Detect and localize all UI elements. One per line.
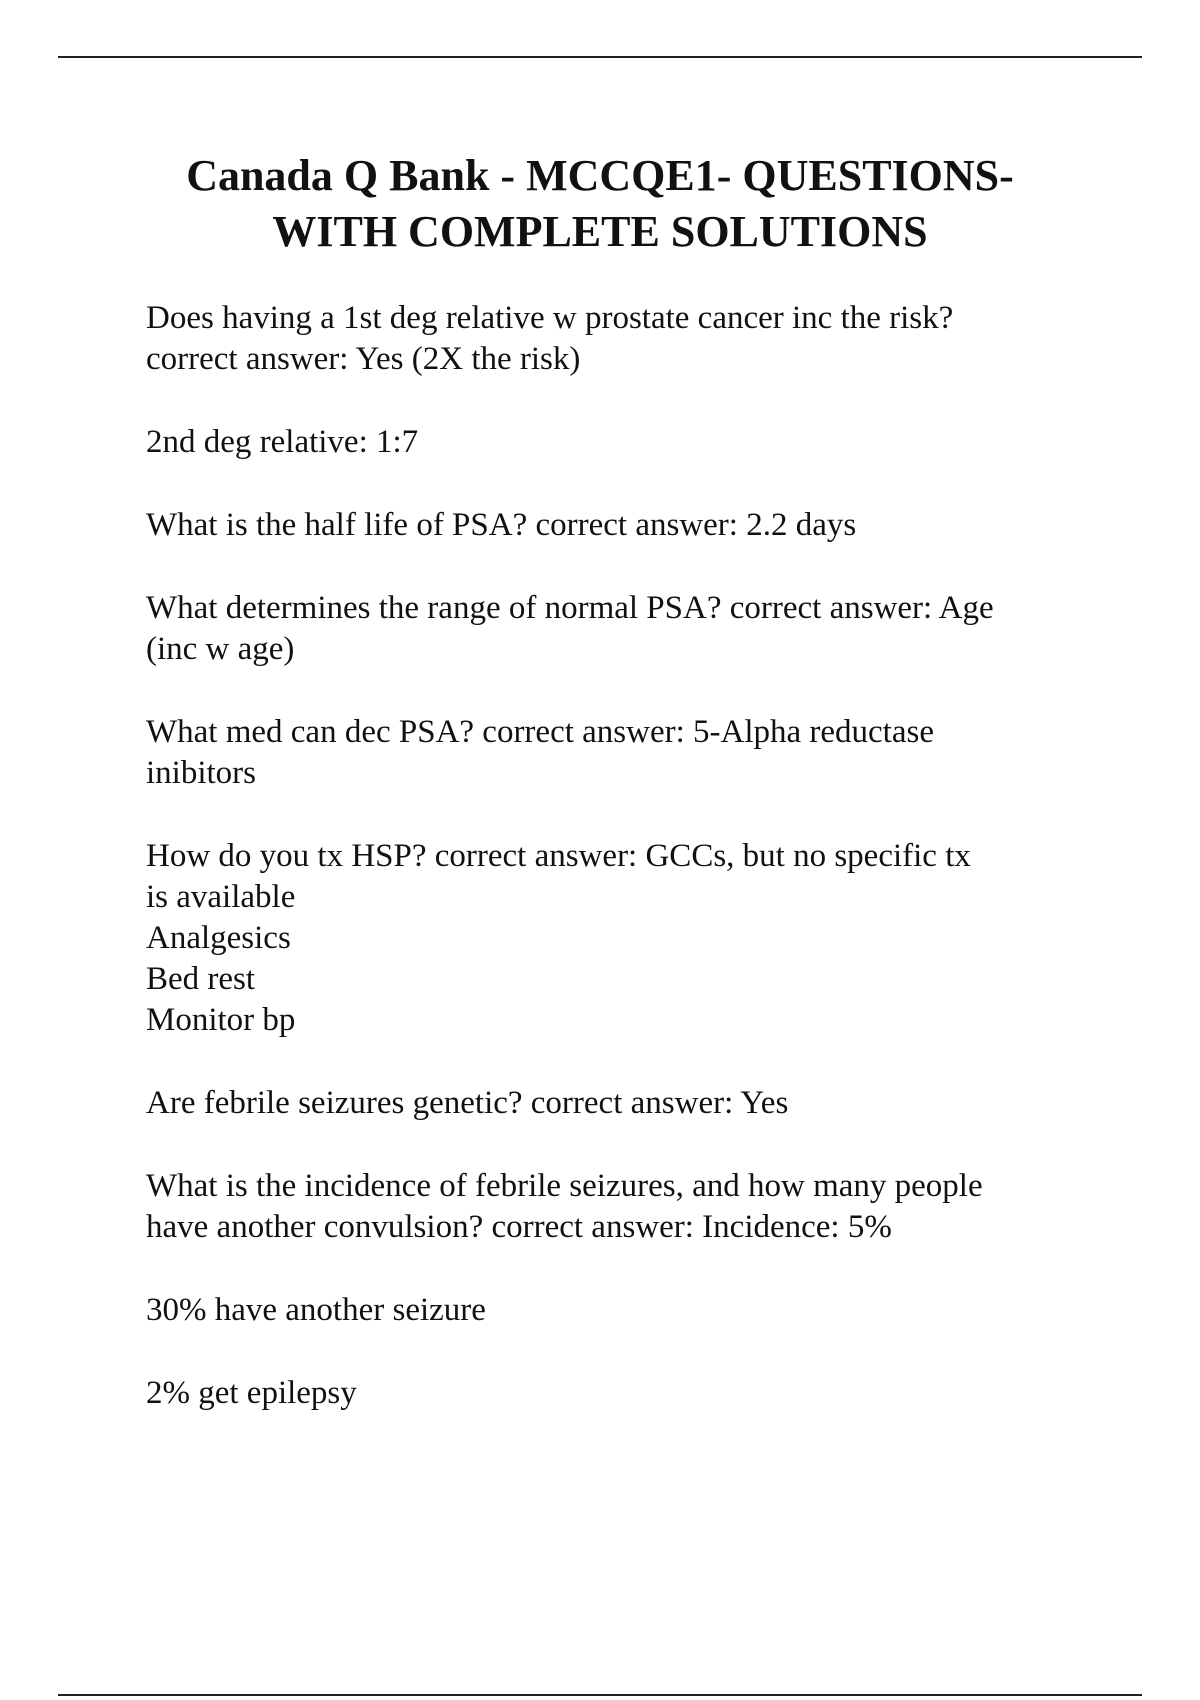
text-line: Are febrile seizures genetic? correct answer: Yes (146, 1085, 789, 1121)
qa-paragraph-3 (146, 505, 1106, 546)
text-line: Monitor bp (146, 1002, 296, 1038)
qa-paragraph-4 (146, 588, 1106, 670)
bottom-rule (58, 1694, 1142, 1696)
qa-paragraph-1 (146, 298, 1106, 380)
qa-paragraph-7 (146, 1083, 1106, 1124)
text-line: Bed rest (146, 961, 256, 997)
text-line: 30% have another seizure (146, 1292, 486, 1328)
text-line: correct answer: Yes (2X the risk) (146, 341, 581, 377)
text-line: What med can dec PSA? correct answer: 5-Alpha reductase (146, 714, 934, 750)
text-line: 2% get epilepsy (146, 1375, 357, 1411)
qa-paragraph-2 (146, 422, 1106, 463)
qa-paragraph-10 (146, 1373, 1106, 1414)
document-title (120, 148, 1080, 260)
text-line: What is the incidence of febrile seizures, and how many people (146, 1168, 983, 1204)
text-line: (inc w age) (146, 631, 295, 667)
text-line: have another convulsion? correct answer: Incidence: 5% (146, 1209, 892, 1245)
text-line: 2nd deg relative: 1:7 (146, 424, 419, 460)
text-line: Analgesics (146, 920, 291, 956)
qa-paragraph-6 (146, 836, 1106, 1041)
text-line: inibitors (146, 755, 257, 791)
qa-paragraph-5 (146, 712, 1106, 794)
text-line: What is the half life of PSA? correct answer: 2.2 days (146, 507, 857, 543)
document-body (146, 298, 1106, 1456)
title-line-1: Canada Q Bank - MCCQE1- QUESTIONS- (186, 151, 1014, 200)
title-line-2: WITH COMPLETE SOLUTIONS (272, 207, 928, 256)
qa-paragraph-8 (146, 1166, 1106, 1248)
text-line: How do you tx HSP? correct answer: GCCs, but no specific tx (146, 838, 971, 874)
top-rule (58, 56, 1142, 58)
text-line: Does having a 1st deg relative w prostate cancer inc the risk? (146, 300, 954, 336)
qa-paragraph-9 (146, 1290, 1106, 1331)
text-line: What determines the range of normal PSA? correct answer: Age (146, 590, 994, 626)
text-line: is available (146, 879, 296, 915)
